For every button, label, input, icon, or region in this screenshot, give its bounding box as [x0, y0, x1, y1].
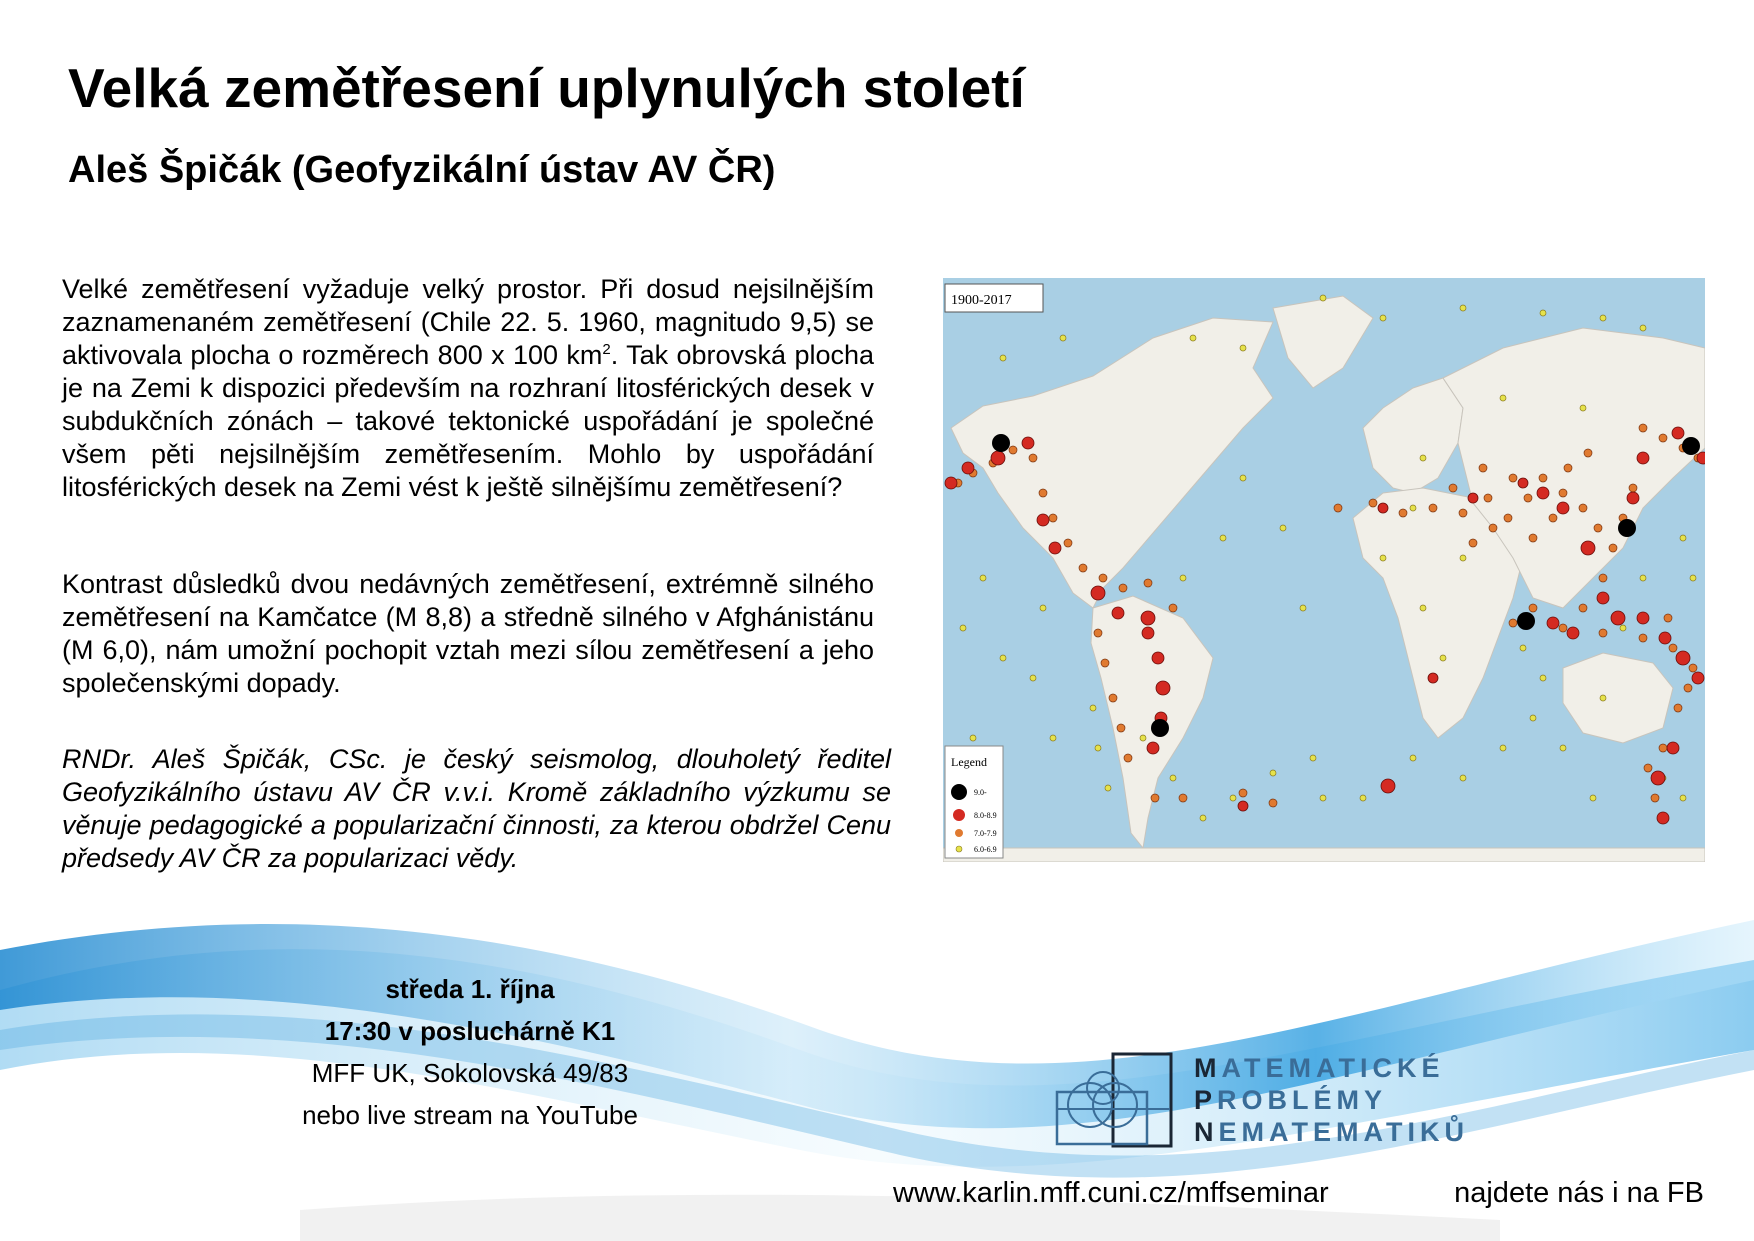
- abstract-paragraph-2: Kontrast důsledků dvou nedávných zemětřesení, extrémně silného zemětřesení na Kamčatce (M 8,8) a středně silného v Afghánistánu (M 6,0), nám umožní pochopit vztah mezi sílou zemětřesení a jeho společenskými dopady.: [62, 569, 874, 698]
- facebook-note: najdete nás i na FB: [1454, 1177, 1704, 1209]
- event-details: [250, 968, 690, 1136]
- legend-label-1: 9.0-: [974, 788, 987, 797]
- legend-label-3: 7.0-7.9: [974, 829, 997, 838]
- seminar-logo-text: [1194, 1052, 1469, 1148]
- page-title: Velká zemětřesení uplynulých století: [68, 57, 1025, 119]
- abstract-text-1a: Velké zemětřesení vyžaduje velký prostor. Při dosud nejsilnějším zaznamenaném zemětřesení (Chile 22. 5. 1960, magnitudo 9,5) se aktivovala plocha o rozměrech 800 x 100 km: [62, 274, 874, 370]
- period-label: 1900-2017: [951, 293, 1012, 308]
- abstract-paragraph-1: [62, 273, 874, 504]
- earthquake-world-map: [943, 278, 1705, 862]
- website-link[interactable]: www.karlin.mff.cuni.cz/mffseminar: [893, 1177, 1329, 1209]
- legend-label-4: 6.0-6.9: [974, 845, 997, 854]
- event-stream: nebo live stream na YouTube: [302, 1100, 638, 1130]
- event-time-place: 17:30 v posluchárně K1: [324, 1016, 616, 1046]
- event-address: MFF UK, Sokolovská 49/83: [311, 1058, 629, 1088]
- legend-title: Legend: [951, 755, 987, 769]
- speaker-bio: RNDr. Aleš Špičák, CSc. je český seismolog, dlouholetý ředitel Geofyzikálního ústavu AV ČR v.v.i. Kromě základního výzkumu se věnuje pedagogické a popularizační činnosti, za kterou obdržel Cenu předsedy AV ČR za popularizaci vědy.: [62, 744, 891, 873]
- page-subtitle: Aleš Špičák (Geofyzikální ústav AV ČR): [68, 149, 776, 191]
- logo-line-2: PROBLÉMY: [1194, 1085, 1388, 1115]
- map-legend: [945, 746, 1003, 858]
- legend-label-2: 8.0-8.9: [974, 811, 997, 820]
- logo-line-3: NEMATEMATIKŮ: [1194, 1117, 1469, 1147]
- superscript-2: 2: [602, 341, 611, 358]
- event-date: středa 1. října: [385, 974, 555, 1004]
- seminar-logo-icon: [1055, 1052, 1175, 1148]
- abstract-text-1b: . Tak obrovská plocha je na Zemi k dispozici především na rozhraní litosférických desek v subdukčních zónách – takové tektonické uspořádání je společné všem pěti nejsilnějším zemětřesením. Mohlo by uspořádání litosférických desek na Zemi vést k ještě silnějšímu zemětřesení?: [62, 340, 875, 502]
- logo-line-1: MATEMATICKÉ: [1194, 1053, 1445, 1083]
